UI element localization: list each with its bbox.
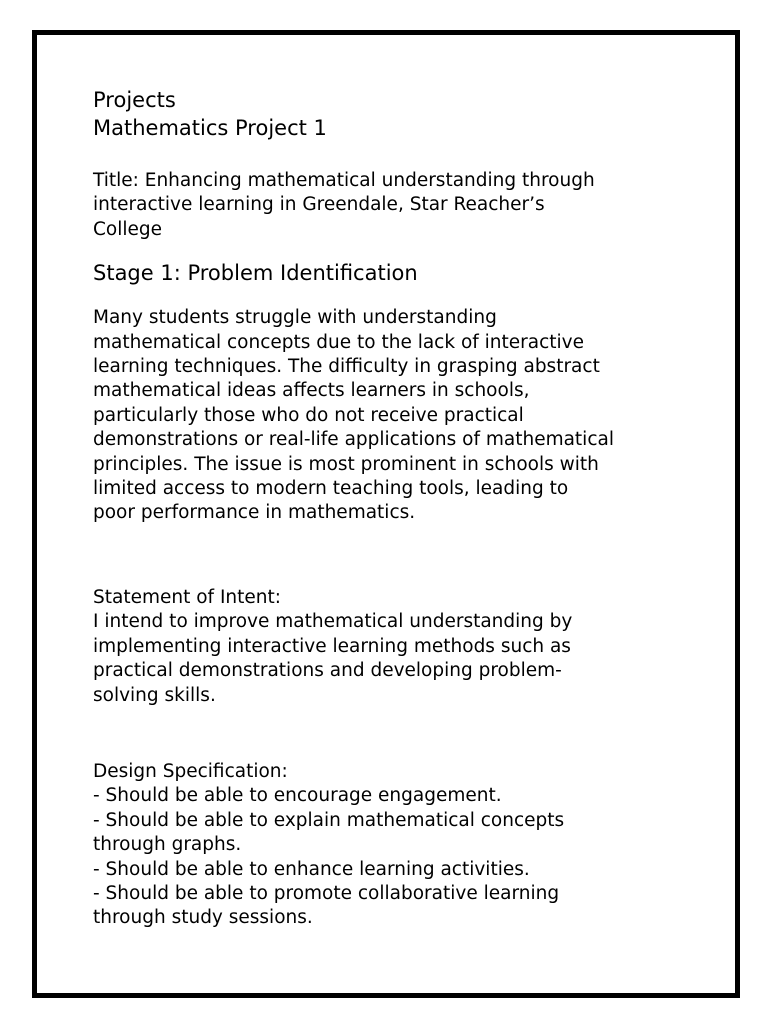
design-line: - Should be able to promote collaborative learning (93, 882, 560, 904)
intent-line: implementing interactive learning methods such as (93, 635, 571, 657)
intent-line: practical demonstrations and developing problem- (93, 660, 562, 682)
stage1-line: Many students struggle with understanding (93, 307, 497, 329)
stage1-line: particularly those who do not receive practical (93, 404, 524, 426)
design-line: - Should be able to encourage engagement. (93, 785, 502, 807)
design-line: through study sessions. (93, 907, 313, 929)
title-line: Title: Enhancing mathematical understanding through (93, 170, 595, 191)
stage1-paragraph (93, 306, 693, 526)
project-name: Mathematics Project 1 (93, 116, 327, 140)
project-title (93, 169, 693, 242)
stage1-line: demonstrations or real-life applications of mathematical (93, 429, 614, 451)
stage1-line: mathematical ideas affects learners in schools, (93, 380, 530, 402)
intent-heading: Statement of Intent: (93, 586, 281, 608)
stage1-line: poor performance in mathematics. (93, 502, 416, 524)
title-line: interactive learning in Greendale, Star Reacher’s (93, 194, 545, 216)
stage1-line: mathematical concepts due to the lack of interactive (93, 331, 584, 353)
intent-line: solving skills. (93, 684, 216, 706)
design-line: - Should be able to enhance learning activities. (93, 858, 530, 880)
statement-of-intent (93, 586, 693, 708)
design-specification (93, 760, 693, 931)
design-line: - Should be able to explain mathematical concepts (93, 809, 565, 831)
stage1-line: limited access to modern teaching tools, leading to (93, 478, 569, 500)
design-line: through graphs. (93, 834, 242, 856)
intent-line: I intend to improve mathematical understanding by (93, 611, 573, 633)
section-label: Projects (93, 88, 176, 112)
stage1-line: principles. The issue is most prominent in schools with (93, 453, 599, 475)
stage1-heading: Stage 1: Problem Identification (93, 261, 418, 286)
design-heading: Design Specification: (93, 760, 288, 782)
stage1-line: learning techniques. The difficulty in grasping abstract (93, 356, 600, 378)
document-body (93, 86, 693, 931)
title-line: College (93, 218, 163, 240)
